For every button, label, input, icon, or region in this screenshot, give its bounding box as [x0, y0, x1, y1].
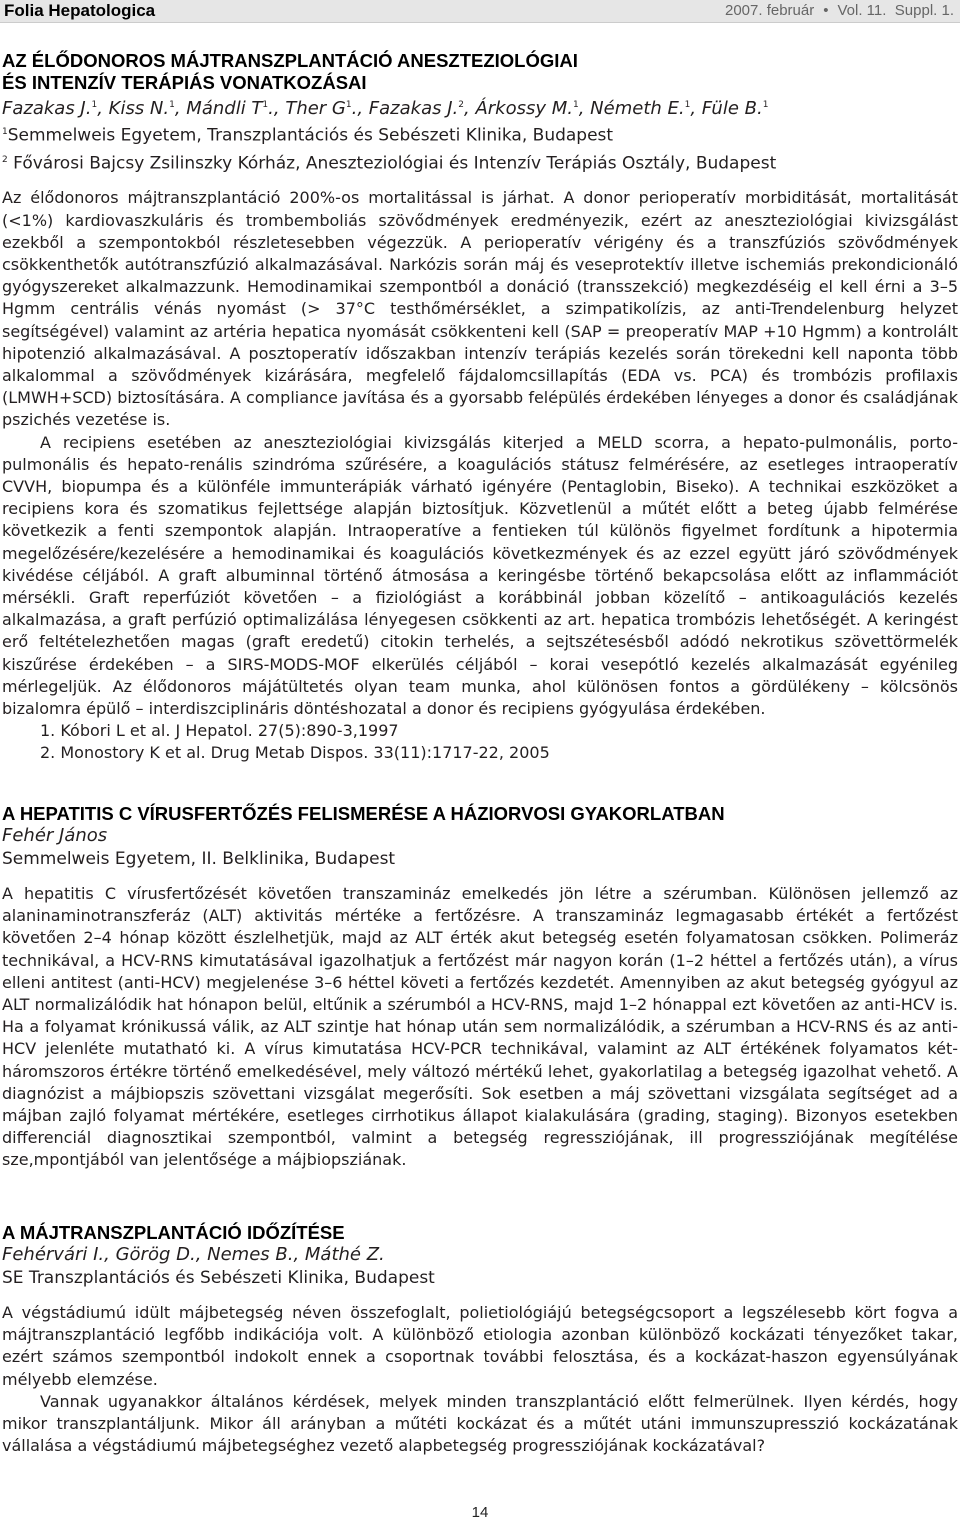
- author-name: Árkossy M.: [475, 98, 573, 119]
- abstract-paragraph: A hepatitis C vírusfertőzését követően transzamináz emelkedés jön létre a szérumban. Különösen jellemző az alaninaminotranszferáz (ALT) aktivitás mértéke a fertőzésre. A transzamináz legmagasabb értékét a fertőzést követően 2–4 hónap között észlelhetjük, majd az ALT érték akut betegség esetén folyamatosan csökken. Polimeráz technikával, a HCV-RNS kimutatásával igazolhatjuk a fertőzést már nagyon korán (1–2 héttel a fertőzés után), a vírus elleni antitest (anti-HCV) megjelenése 3–6 héttel követi a fertőzés kezdetét. Amennyiben az akut betegség gyógyul az ALT normalizálódik hat hónapon belül, eltűnik a szérumból a HCV-RNS, majd 1–2 hónappal ezt követően az anti-HCV is. Ha a folyamat krónikussá válik, az ALT szintje hat hónap után sem normalizálódik, a szérumban a HCV-RNS és az anti-HCV jelenléte mutatható ki. A vírus kimutatása HCV-PCR technikával, valamint az ALT értékének folyamatos két-háromszoros értékre történő emelkedésével, mely változó mértékű lehet, gyakorlatilag a betegség igazolhat vehető. A diagnózist a májbiopszis szövettani vizsgálat megerősíti. Sok esetben a máj szövettani vizsgálata segítséget ad a májban zajló folyamat mértékére, esetleges cirrhotikus állapot kialakulására (grading, staging). Bizonyos esetekben differenciál diagnosztikai szempontból, valmint a betegség regressziójának, ill progressziójának megítélése sze,mpontjából van jelentősége a májbiopsziának.: [2, 884, 958, 1170]
- running-header: [0, 0, 960, 23]
- reference-item: 1. Kóbori L et al. J Hepatol. 27(5):890-3,1997: [40, 721, 399, 741]
- author-name: Németh E.: [590, 98, 685, 119]
- article-3-authors: Fehérvári I., Görög D., Nemes B., Máthé Z.: [2, 1244, 385, 1265]
- article-2-affiliation: Semmelweis Egyetem, II. Belklinika, Budapest: [2, 849, 396, 869]
- article-3-abstract: [2, 1302, 958, 1457]
- abstract-paragraph: Az élődonoros májtranszplantáció 200%-os mortalitással is járhat. A donor perioperatív morbiditását, mortalitását (<1%) kardiovaszkuláris és trombemboliás szövődmények eredményezik, ezért az aneszteziológiai kivizsgálást ezekből a szempontokból részletesebben végezzük. A perioperatív vérigény és a transzfúziós szövődmények csökkenthetők autótranszfúzió alkalmazásával. Narkózis során máj és veseprotektív illetve ischemiás prekondicionáló gyógyszereket alkalmazzunk. Hemodinamikai szempontból a donáció (transszekció) megkezdéséig el kell érni a 3–5 Hgmm centrális vénás nyomást (> 37°C testhőmérséklet, a szimpatikolízis, az anti-Trendelenburg helyzet segítségével) valamint az artéria hepatica nyomását csökkenteni kell (SAP = preoperatív MAP +10 Hgmm) a kontrolált hipotenzió alkalmazásával. A posztoperatív időszakban intenzív terápiás kezelés során törekedni kell naponta több alkalommal a szövődmények kizárására, megfelelő fájdalomcsillapítás (EDA vs. PCA) és trombózis profilaxis (LMWH+SCD) biztosítására. A compliance javítása és a gyorsabb felépülés érdekében lényeges a donor és családjának pszichés vezetése is.: [2, 188, 958, 430]
- author-sup: 1: [345, 100, 352, 110]
- article-1-title-line-2: ÉS INTENZÍV TERÁPIÁS VONATKOZÁSAI: [2, 72, 367, 93]
- author-name: Ther G: [285, 98, 346, 119]
- author-name: Kiss N.: [108, 98, 170, 119]
- article-2-authors: Fehér János: [2, 825, 108, 846]
- affiliation-text: Semmelweis Egyetem, Transzplantációs és Sebészeti Klinika, Budapest: [7, 125, 614, 146]
- article-1-affiliation-1: [2, 120, 960, 148]
- affiliation-sup: 1: [2, 127, 8, 137]
- article-1-title-line-1: AZ ÉLŐDONOROS MÁJTRANSZPLANTÁCIÓ ANESZTEZIOLÓGIAI: [2, 50, 578, 71]
- issue-volume: Vol. 11.: [837, 2, 887, 19]
- abstract-paragraph: Vannak ugyanakkor általános kérdések, melyek minden transzplantáció előtt felmerülnek. Ilyen kérdés, hogy mikor transzplantáljunk. Mikor áll arányban a műtéti kockázat és a műtét utáni immunszupresszió kockázatának vállalása a végstádiumú májbetegséghez vezető alapbetegség progressziójának kockázatával?: [2, 1391, 958, 1456]
- author-name: Fazakas J.: [368, 98, 459, 119]
- author-sup: 1: [169, 100, 175, 110]
- article-2-abstract: [2, 883, 958, 1172]
- page-number: 14: [471, 1504, 489, 1521]
- article-3: [0, 1222, 960, 1457]
- author-sup: 1: [262, 100, 269, 110]
- abstract-paragraph: A végstádiumú idült májbetegség néven összefoglalt, polietiológiájú betegségcsoport a legszélesebb kört fogva a májtranszplantáció legfőbb indikációja volt. A különböző etiologia azonban különböző kockázati tényezőket takar, ezért számos szempontból indokolt ennek a csoportnak további felosztása, és a kockázat-haszon egyensúlyának mélyebb elemzése.: [2, 1303, 958, 1389]
- article-2-title: A HEPATITIS C VÍRUSFERTŐZÉS FELISMERÉSE A HÁZIORVOSI GYAKORLATBAN: [2, 803, 725, 824]
- issue-supplement: Suppl. 1.: [894, 2, 954, 19]
- author-sup: 2: [458, 100, 464, 110]
- article-1-affiliation-2: [2, 148, 960, 176]
- bullet-separator: •: [823, 2, 829, 19]
- article-1: [0, 50, 960, 764]
- author-sup: 1: [572, 100, 579, 110]
- article-3-affiliation: SE Transzplantációs és Sebészeti Klinika, Budapest: [2, 1268, 435, 1288]
- author-name: Füle B.: [701, 98, 763, 119]
- journal-name: Folia Hepatologica: [4, 1, 156, 20]
- author-sup: 1: [684, 100, 691, 110]
- article-2: [0, 803, 960, 1172]
- affiliation-text: Fővárosi Bajcsy Zsilinszky Kórház, Aneszteziológiai és Intenzív Terápiás Osztály, Budapest: [13, 153, 777, 174]
- article-1-title: [2, 50, 960, 94]
- article-3-title: A MÁJTRANSZPLANTÁCIÓ IDŐZÍTÉSE: [2, 1222, 345, 1243]
- issue-info: [725, 2, 954, 19]
- article-1-authors: Fazakas J.$^1$, Kiss N.$^1$, Mándli $T^1$., Ther $G^1$., Fazakas J.$^2$, Árkossy M.$^1$, Németh E.$^1$, Füle B.$^1$: [2, 98, 769, 119]
- issue-date: 2007. február: [725, 2, 815, 19]
- reference-item: 2. Monostory K et al. Drug Metab Dispos. 33(11):1717-22, 2005: [40, 743, 550, 763]
- author-sup: 1: [91, 100, 98, 110]
- article-1-abstract: [2, 187, 958, 764]
- affiliation-sup: 2: [2, 154, 8, 165]
- author-sup: 1: [762, 100, 769, 110]
- author-name: Mándli T: [186, 98, 263, 119]
- abstract-paragraph: A recipiens esetében az aneszteziológiai kivizsgálás kiterjed a MELD scorra, a hepato-pulmonális, porto-pulmonális és hepato-renális szindróma szűrésére, a koagulációs státusz felmérésére, az esetleges intraoperatív CVVH, biopumpa és a különféle immunterápiák várható igényére (Pentaglobin, Biseko). A technikai eszközöket a recipiens kora és szomatikus fejlettsége alapján biztosítjuk. Közvetlenül a műtét előtt a beteg újabb felmérése következik a fenti szempontok alapján. Intraoperatíve a fentieken túl különös figyelmet fordítunk a hipotermia megelőzésére/kezelésére a hemodinamikai és koagulációs következmények és az ezzel együtt járó szövődmények kivédése céljából. A graft albuminnal történő átmosása a keringésbe történő bekapcsolása előtt az inflammációt mérsékli. Graft reperfúziót követően – a fiziológiást a korábbinál jobban közelítő – antikoagulációs kezelés alkalmazása, a graft perfúzió optimalizálása lényegesen csökkenti az art. hepatica trombózis lehetőségét. A keringést erő feltételezhetően magas (graft eredetű) citokin terhelés, a sejtszétesésből adódó nekrotikus szövettörmelék kiszűrése érdekében – a SIRS-MODS-MOF elkerülés céljából – korai vesepótló kezelés alkalmazását egyénileg mérlegeljük. Az élődonoros májátültetés olyan team munka, ahol különösen fontos a gördülékeny – kölcsönös bizalomra épülő – interdiszciplináris döntéshozatal a donor és recipiens gyógyulása érdekében.: [2, 432, 958, 718]
- reference-list: [2, 720, 958, 764]
- author-name: Fazakas J.: [2, 98, 92, 119]
